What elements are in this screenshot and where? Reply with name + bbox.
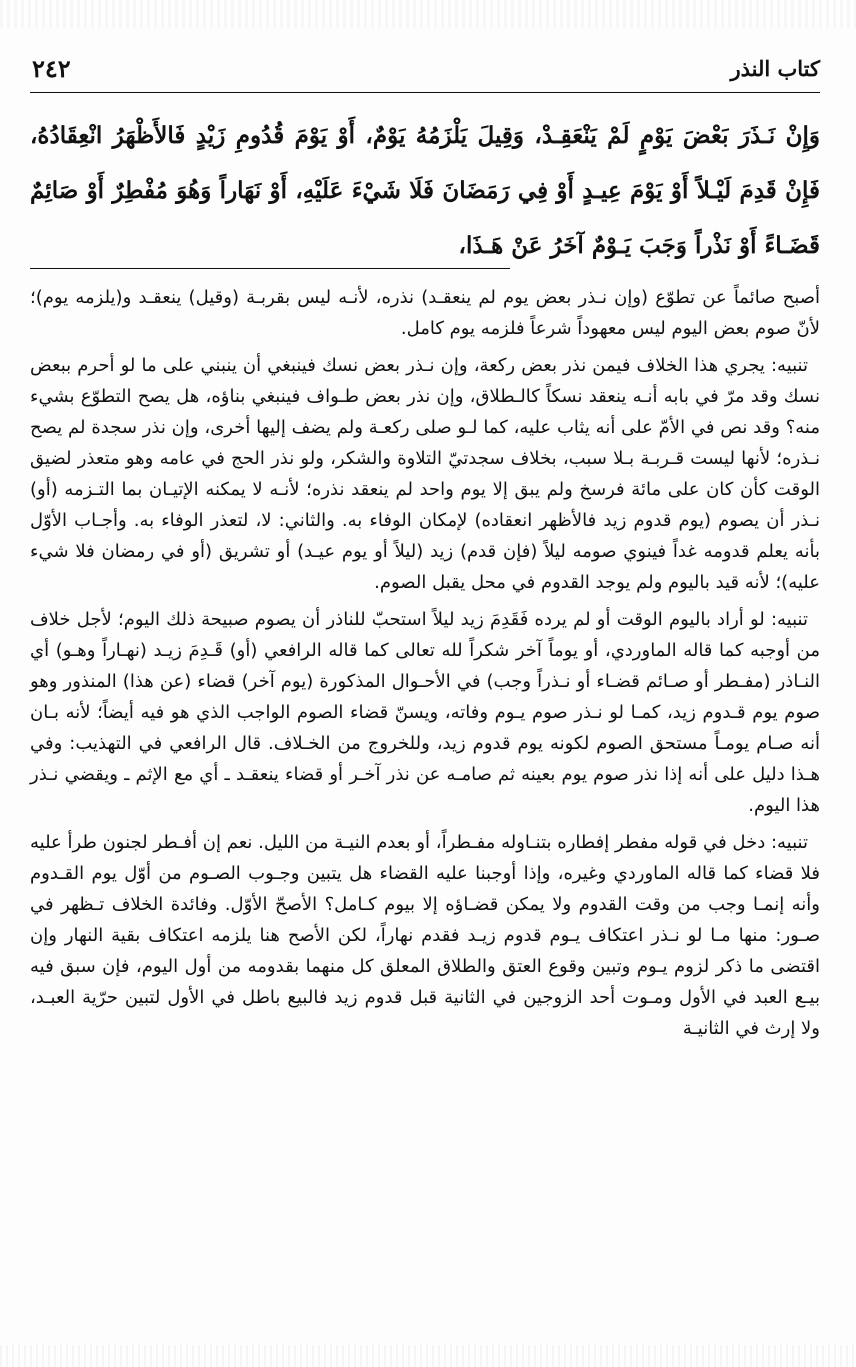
commentary xyxy=(30,282,820,1050)
header-rule xyxy=(30,92,820,93)
page-header xyxy=(30,46,820,86)
commentary-paragraph: تنبيه: دخل في قوله مفطر إفطاره بتنـاوله مفـطراً، أو بعدم النيـة من الليل. نعم إن أفـطر لجنون طرأ عليه فلا قضاء كما قاله الماوردي وغيره، وإذا أوجبنا عليه القضاء هل يتبين وجـوب الصـوم من أوّل يوم القـدوم وأنه إنمـا وجب من وقت القدوم ولا يمكن قضـاؤه إلا بيوم كـامل؟ الأصحّ الأوّل. وفائدة الخلاف تـظهر في صـور: منها مـا لو نـذر اعتكاف يـوم قدوم زيـد فقدم نهاراً، لكن الأصح هنا يلزمه اعتكاف بقية النهار وإن اقتضى ما ذكر لزوم يـوم وتبين وقوع العتق والطلاق المعلق كل منهما بقدومه من أول اليوم، فإن سبق فيه بيـع العبد في الأول ومـوت أحد الزوجين في الثانية قبل قدوم زيد فالبيع باطل في الأول لتبين حرّية العبـد، ولا إرث في الثانيـة xyxy=(30,832,820,1039)
matn-separator xyxy=(30,268,510,269)
commentary-paragraph: أصبح صائماً عن تطوّع (وإن نـذر بعض يوم لم ينعقـد) نذره، لأنـه ليس بقربـة (وقيل) ينعقـد و(يلزمه يوم)؛ لأنّ صوم بعض اليوم ليس معهوداً شرعاً فلزمه يوم كامل. xyxy=(30,287,820,339)
commentary-paragraph: تنبيه: لو أراد باليوم الوقت أو لم يرده فَقَدِمَ زيد ليلاً استحبّ للناذر أن يصوم صبيحة ذلك اليوم؛ لأجل خلاف من أوجبه كما قاله الماوردي، أو يوماً آخر شكراً لله تعالى كما قاله الرافعي (أو) قَـدِمَ زيـد (نهـاراً وهـو) أي النـاذر (مفـطر أو صـائم قضـاء أو نـذراً وجب) في الأحـوال المذكورة (يوم آخر) قضاء (عن هذا) المنذور وهو صوم يوم قـدوم زيد، كمـا لو نـذر صوم يـوم وفاته، ويسنّ قضاء الصوم الواجب الذي هو فيه أيضاً؛ لأنه بـان أنه صـام يومـاً مستحق الصوم لكونه يوم قدوم زيد، وللخروج من الخـلاف. قال الرافعي في التهذيب: وفي هـذا دليل على أنه إذا نذر صوم يوم بعينه ثم صامـه عن نذر آخـر أو قضاء ينعقـد ـ أي مع الإثم ـ ويقضي نـذر هذا اليوم. xyxy=(30,609,820,816)
commentary-paragraph: تنبيه: يجري هذا الخلاف فيمن نذر بعض ركعة، وإن نـذر بعض نسك فينبغي أن ينبني على ما لو أحرم ببعض نسك وقد مرّ في بابه أنـه ينعقد نسكاً كالـطلاق، وإن نذر بعض طـواف فينبغي بناؤه، هل يصح التطوّع بشيء منه؟ وقد نص في الأمّ على أنه يثاب عليه، كما لـو صلى ركعـة ولم يضف إليها أخرى، وإن نذر سجدة لم يصح نـذره؛ لأنها ليست قـربـة بـلا سبب، بخلاف سجدتيّ التلاوة والشكر، ولو نذر الحج في عامه وهو متعذر لضيق الوقت كأن كان على مائة فرسخ ولم يبق إلا يوم واحد لم ينعقد نذره؛ لأنـه لا يمكنه الإتيـان بما التـزمه (أو) نـذر أن يصوم (يوم قدوم زيد فالأظهر انعقاده) لإمكان الوفاء به. والثاني: لا، لتعذر الوفاء به. وأجـاب الأوّل بأنه يعلم قدومه غداً فينوي صومه ليلاً (فإن قدم) زيد (ليلاً أو يوم عيـد) أو تشريق (أو في رمضان فلا شيء عليه)؛ لأنه قيد باليوم ولم يوجد القدوم في محل يقبل الصوم. xyxy=(30,355,820,593)
page-number: ٢٤٢ xyxy=(32,54,71,83)
book-title: كتاب النذر xyxy=(730,56,820,81)
scan-edge-bottom xyxy=(0,1345,856,1367)
scan-edge-top xyxy=(0,0,856,28)
matn-text: وَإِنْ نَـذَرَ بَعْضَ يَوْمٍ لَمْ يَنْعَقِـدْ، وَقِيلَ يَلْزَمُهُ يَوْمٌ، أَوْ يَوْمَ قُدُومِ زَيْدٍ فَالأَظْهَرُ انْعِقَادُهُ، فَإِنْ قَدِمَ لَيْـلاً أَوْ يَوْمَ عِيـدٍ أَوْ فِي رَمَضَانَ فَلَا شَيْءَ عَلَيْهِ، أَوْ نَهَاراً وَهُوَ مُفْطِرٌ أَوْ صَائِمٌ قَضَـاءً أَوْ نَذْراً وَجَبَ يَـوْمٌ آخَرُ عَنْ هَـذَا، xyxy=(30,122,820,259)
